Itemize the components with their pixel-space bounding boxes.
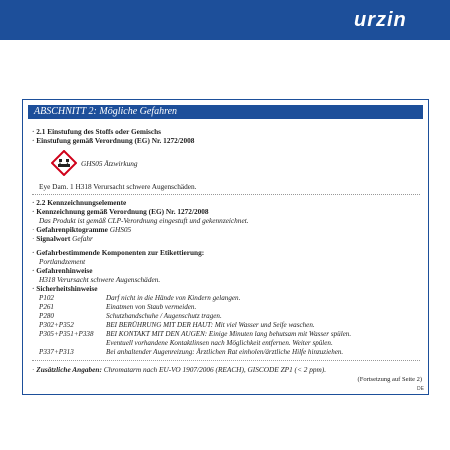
components-value: Portlandzement xyxy=(39,257,86,266)
hazard-statements-heading: · Gefahrenhinweise xyxy=(32,266,93,275)
labelling-text: Das Produkt ist gemäß CLP-Verordnung eingestuft und gekennzeichnet. xyxy=(39,216,249,225)
ghs05-corrosion-icon xyxy=(51,150,77,176)
precaution-text: Bei anhaltender Augenreizung: Ärztlichen Rat einholen/ärztliche Hilfe hinzuziehen. xyxy=(106,348,344,356)
safety-data-sheet-section xyxy=(22,99,429,395)
hazard-classification: Eye Dam. 1 H318 Verursacht schwere Augenschäden. xyxy=(39,182,197,191)
section-header xyxy=(28,105,423,119)
precaution-text: Eventuell vorhandene Kontaktlinsen nach Möglichkeit entfernen. Weiter spülen. xyxy=(106,339,333,347)
precaution-code: P302+P352 xyxy=(39,321,74,329)
precaution-code: P261 xyxy=(39,303,54,311)
continued-note: (Fortsetzung auf Seite 2) xyxy=(357,376,422,383)
hazard-statement: H318 Verursacht schwere Augenschäden. xyxy=(39,275,161,284)
precaution-code: P280 xyxy=(39,312,54,320)
precaution-code: P337+P313 xyxy=(39,348,74,356)
additional-info: · Zusätzliche Angaben: Chromatarm nach EU-VO 1907/2006 (REACH), GISCODE ZP1 (< 2 ppm). xyxy=(32,365,327,374)
pictograms-row: · Gefahrenpiktogramme GHS05 xyxy=(32,225,132,234)
precaution-text: Schutzhandschuhe / Augenschutz tragen. xyxy=(106,312,222,320)
precaution-text: Einatmen von Staub vermeiden. xyxy=(106,303,197,311)
precautionary-heading: · Sicherheitshinweise xyxy=(32,284,98,293)
heading-2-2: · 2.2 Kennzeichnungselemente xyxy=(32,198,127,207)
ghs05-label: GHS05 Ätzwirkung xyxy=(81,159,138,168)
heading-2-1: · 2.1 Einstufung des Stoffs oder Gemischs xyxy=(32,127,162,136)
heading-labelling: · Kennzeichnung gemäß Verordnung (EG) Nr. 1272/2008 xyxy=(32,207,209,216)
divider xyxy=(32,360,420,361)
signal-word-row: · Signalwort Gefahr xyxy=(32,234,93,243)
precaution-text: Darf nicht in die Hände von Kindern gelangen. xyxy=(106,294,241,302)
precaution-text: BEI KONTAKT MIT DEN AUGEN: Einige Minuten lang behutsam mit Wasser spülen. xyxy=(106,330,352,338)
divider xyxy=(32,194,420,195)
brand-logo xyxy=(354,9,436,31)
logo-text: urzin xyxy=(354,9,407,31)
components-heading: · Gefahrbestimmende Komponenten zur Etikettierung: xyxy=(32,248,205,257)
header-bar xyxy=(0,0,450,40)
precaution-code: P102 xyxy=(39,294,54,302)
language-mark: DE xyxy=(417,386,424,392)
section-title: ABSCHNITT 2: Mögliche Gefahren xyxy=(34,106,178,117)
precaution-code: P305+P351+P338 xyxy=(39,330,94,338)
precaution-text: BEI BERÜHRUNG MIT DER HAUT: Mit viel Wasser und Seife waschen. xyxy=(106,321,315,329)
heading-classification: · Einstufung gemäß Verordnung (EG) Nr. 1272/2008 xyxy=(32,136,195,145)
